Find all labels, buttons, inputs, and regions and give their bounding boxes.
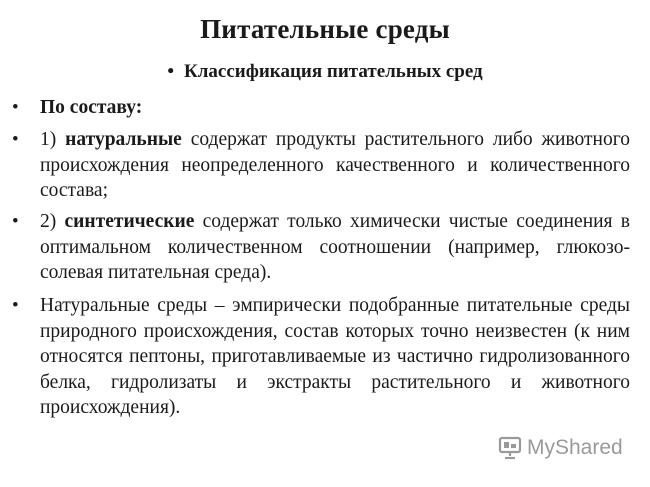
- list-item-text: [40, 127, 630, 204]
- slide-subtitle: [0, 61, 650, 83]
- list-item-text: [40, 95, 630, 121]
- bullet: •: [12, 97, 19, 118]
- subtitle-text: Классификация питательных сред: [183, 61, 483, 82]
- term-natural: натуральные: [65, 129, 182, 150]
- bullet: •: [12, 295, 19, 316]
- list-item-text: Натуральные среды – эмпирически подобранные питательные среды природного происхождения, состав которых точно неизвестен (к ним относятся пептоны, приготавливаемые из частично гидролизованного белка, гидролизаты и экстракты растительного и животного происхождения).: [40, 295, 630, 418]
- bullet: •: [12, 211, 19, 232]
- watermark-text: MyShared: [527, 436, 623, 459]
- item-prefix: 2): [40, 211, 65, 232]
- item-body: содержат только химически чистые соединения в оптимальном количественном соотношении (например, глюкозо-солевая питательная среда).: [40, 211, 630, 283]
- watermark-logo: [497, 433, 623, 463]
- section-heading: По составу:: [40, 97, 143, 118]
- slide-title: Питательные среды: [200, 14, 450, 44]
- item-prefix: 1): [40, 129, 66, 150]
- list-item-text: [40, 209, 630, 286]
- item-body: содержат продукты растительного либо животного происхождения неопределенного качественного и количественного состава;: [40, 129, 631, 201]
- bullet: •: [167, 61, 174, 82]
- presentation-board-icon: [497, 435, 523, 461]
- bullet: •: [12, 129, 19, 150]
- term-synthetic: синтетические: [64, 211, 195, 232]
